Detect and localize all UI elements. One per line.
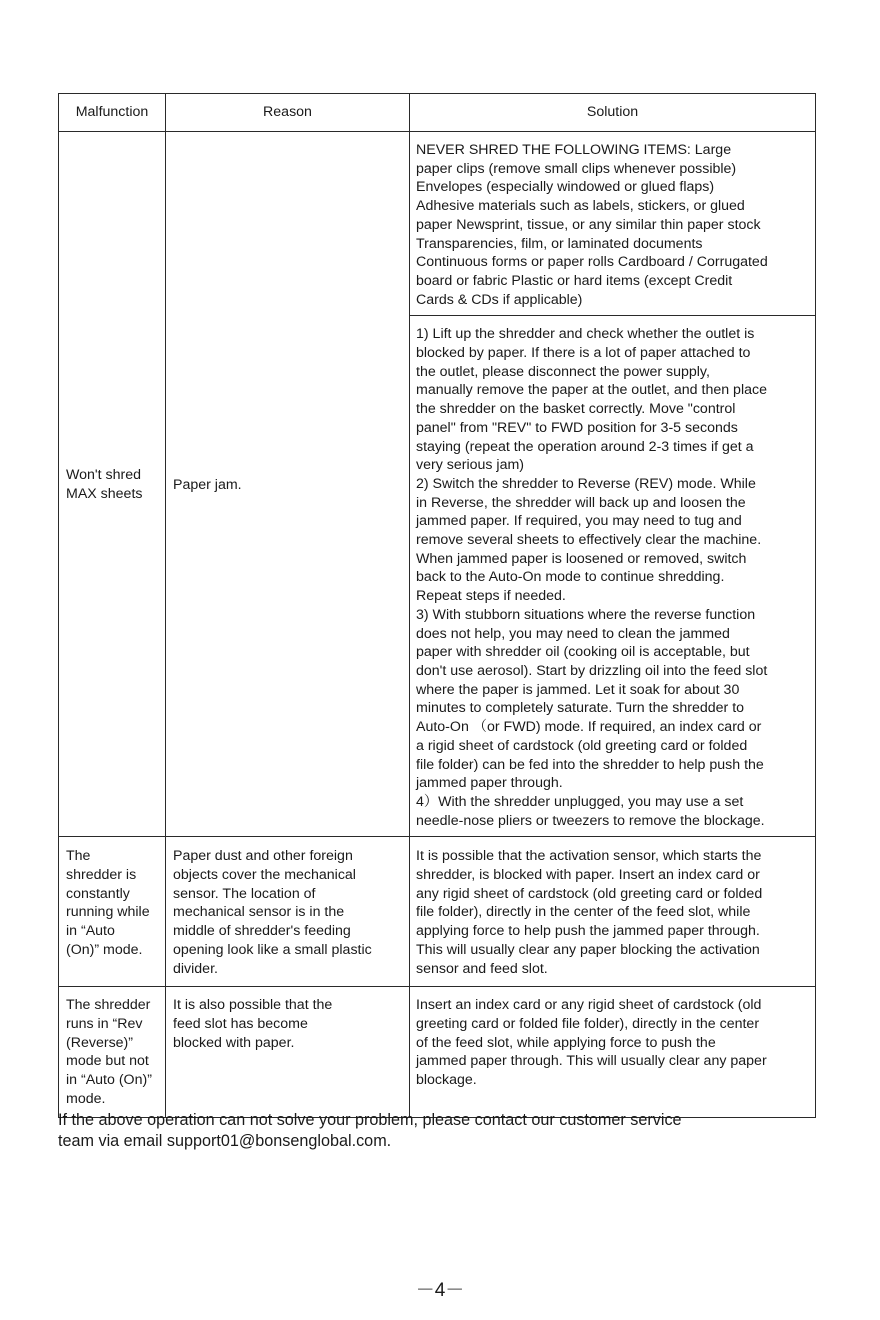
cell-text-line: This will usually clear any paper blocking the activation <box>416 941 760 958</box>
solution-cell-paper-jam-steps <box>410 316 816 837</box>
cell-text-line: Paper dust and other foreign <box>173 848 353 865</box>
cell-text-line: back to the Auto-On mode to continue shredding. <box>416 569 725 586</box>
cell-text-line: greeting card or folded file folder), directly in the center <box>416 1016 760 1033</box>
cell-text-line: When jammed paper is loosened or removed, switch <box>416 550 747 567</box>
header-solution: Solution <box>410 94 816 132</box>
cell-text-line: mode but not <box>66 1053 149 1070</box>
cell-text-line: panel" from "REV" to FWD position for 3-5 seconds <box>416 419 738 436</box>
cell-text-line: 4）With the shredder unplugged, you may use a set <box>416 793 744 810</box>
cell-text-line: shredder is <box>66 867 137 884</box>
cell-text-line: in Reverse, the shredder will back up and loosen the <box>416 494 746 511</box>
cell-text-line: blocked with paper. <box>173 1034 295 1051</box>
cell-text-line: sensor and feed slot. <box>416 960 548 977</box>
cell-text-line: 2) Switch the shredder to Reverse (REV) mode. While <box>416 475 756 492</box>
cell-text-line: Transparencies, film, or laminated documents <box>416 235 703 252</box>
cell-text-line: paper with shredder oil (cooking oil is acceptable, but <box>416 644 750 661</box>
cell-text-line: objects cover the mechanical <box>173 867 356 884</box>
page-number: －4－ <box>415 1280 465 1301</box>
malfunction-cell <box>59 987 166 1117</box>
cell-text-line: 3) With stubborn situations where the reverse function <box>416 606 756 623</box>
cell-text-line: don't use aerosol). Start by drizzling oil into the feed slot <box>416 662 768 679</box>
solution-cell <box>410 987 816 1117</box>
header-reason: Reason <box>166 94 410 132</box>
cell-text-line: feed slot has become <box>173 1016 308 1033</box>
cell-text-line: any rigid sheet of cardstock (old greeting card or folded <box>416 885 763 902</box>
cell-text-line: staying (repeat the operation around 2-3 times if get a <box>416 438 754 455</box>
header-malfunction: Malfunction <box>59 94 166 132</box>
cell-text-line: jammed paper through. This will usually clear any paper <box>416 1053 767 1070</box>
cell-text-line: It is possible that the activation sensor, which starts the <box>416 848 762 865</box>
cell-text-line: where the paper is jammed. Let it soak for about 30 <box>416 681 740 698</box>
cell-text-line: runs in “Rev <box>66 1016 143 1033</box>
cell-text-line: middle of shredder's feeding <box>173 923 351 940</box>
cell-text-line: NEVER SHRED THE FOLLOWING ITEMS: Large <box>416 142 732 158</box>
reason-cell <box>166 837 410 987</box>
reason-cell <box>166 132 410 837</box>
cell-text-line: very serious jam) <box>416 457 525 474</box>
cell-text-line: mode. <box>66 1090 106 1107</box>
cell-text-line: Won't shred <box>66 467 141 484</box>
cell-text-line: (On)” mode. <box>66 941 143 958</box>
footer-note <box>58 1110 818 1152</box>
cell-text-line: The shredder <box>66 997 151 1014</box>
cell-text-line: Adhesive materials such as labels, stickers, or glued <box>416 198 745 215</box>
cell-text-line: It is also possible that the <box>173 997 333 1014</box>
cell-text-line: blockage. <box>416 1072 477 1089</box>
cell-text-line: file folder) can be fed into the shredder to help push the <box>416 756 764 773</box>
cell-text-line: sensor. The location of <box>173 885 316 902</box>
troubleshooting-table <box>58 93 816 1118</box>
cell-text-line: Envelopes (especially windowed or glued flaps) <box>416 179 715 196</box>
cell-text-line: remove several sheets to effectively clear the machine. <box>416 532 762 549</box>
cell-text-line: opening look like a small plastic <box>173 941 372 958</box>
cell-text-line: constantly <box>66 885 130 902</box>
cell-text-line: file folder), directly in the center of the feed slot, while <box>416 904 751 921</box>
cell-text-line: paper clips (remove small clips whenever possible) <box>416 160 737 177</box>
cell-text-line: manually remove the paper at the outlet, and then place <box>416 382 767 399</box>
cell-text-line: 1) Lift up the shredder and check whether the outlet is <box>416 326 755 343</box>
cell-text-line: paper Newsprint, tissue, or any similar thin paper stock <box>416 216 761 233</box>
footer-line: If the above operation can not solve your problem, please contact our customer service <box>58 1111 682 1129</box>
cell-text-line: Cards & CDs if applicable) <box>416 291 583 308</box>
malfunction-cell <box>59 132 166 837</box>
cell-text-line: does not help, you may need to clean the jammed <box>416 625 730 642</box>
cell-text-line: The <box>66 848 91 865</box>
cell-text-line: MAX sheets <box>66 486 143 503</box>
cell-text-line: Paper jam. <box>173 476 242 493</box>
table-row <box>59 987 816 1117</box>
cell-text-line: (Reverse)” <box>66 1034 134 1051</box>
malfunction-cell <box>59 837 166 987</box>
cell-text-line: jammed paper. If required, you may need to tug and <box>416 513 742 530</box>
cell-text-line: Continuous forms or paper rolls Cardboard / Corrugated <box>416 254 768 271</box>
cell-text-line: board or fabric Plastic or hard items (except Credit <box>416 272 733 289</box>
cell-text-line: in “Auto (On)” <box>66 1072 152 1089</box>
cell-text-line: divider. <box>173 960 218 977</box>
solution-cell <box>410 837 816 987</box>
table-row <box>59 837 816 987</box>
solution-cell-never-shred <box>410 132 816 316</box>
cell-text-line: the outlet, please disconnect the power supply, <box>416 363 710 380</box>
cell-text-line: Insert an index card or any rigid sheet of cardstock (old <box>416 997 762 1014</box>
cell-text-line: the shredder on the basket correctly. Move "control <box>416 401 736 418</box>
cell-text-line: Auto-On （or FWD) mode. If required, an index card or <box>416 719 762 736</box>
cell-text-line: shredder, is blocked with paper. Insert an index card or <box>416 867 760 884</box>
cell-text-line: jammed paper through. <box>416 775 563 792</box>
cell-text-line: of the feed slot, while applying force to push the <box>416 1034 716 1051</box>
cell-text-line: running while <box>66 904 150 921</box>
footer-line-email: team via email support01@bonsenglobal.com. <box>58 1132 392 1150</box>
cell-text-line: applying force to help push the jammed paper through. <box>416 923 760 940</box>
cell-text-line: in “Auto <box>66 923 115 940</box>
cell-text-line: Repeat steps if needed. <box>416 588 566 605</box>
cell-text-line: mechanical sensor is in the <box>173 904 345 921</box>
cell-text-line: a rigid sheet of cardstock (old greeting card or folded <box>416 737 748 754</box>
cell-text-line: needle-nose pliers or tweezers to remove the blockage. <box>416 812 765 829</box>
table-row <box>59 132 816 316</box>
table-header-row <box>59 94 816 132</box>
cell-text-line: minutes to completely saturate. Turn the shredder to <box>416 700 745 717</box>
cell-text-line: blocked by paper. If there is a lot of paper attached to <box>416 345 751 362</box>
reason-cell <box>166 987 410 1117</box>
